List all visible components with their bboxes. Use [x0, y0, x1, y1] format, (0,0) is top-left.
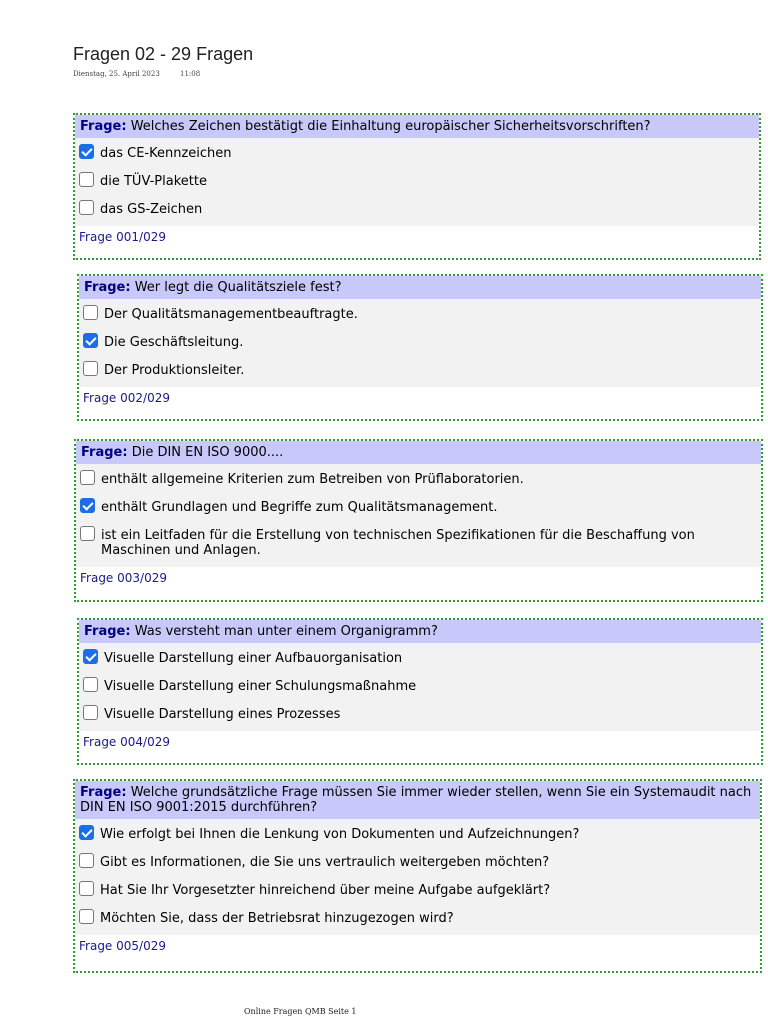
question-counter: Frage 002/029	[83, 391, 170, 405]
question-counter: Frage 001/029	[79, 230, 166, 244]
question-header	[79, 276, 761, 299]
question-counter: Frage 004/029	[83, 735, 170, 749]
checkbox[interactable]	[79, 172, 94, 187]
option[interactable]	[75, 849, 760, 877]
question-header	[79, 620, 761, 643]
question-text: Die DIN EN ISO 9000....	[131, 445, 284, 460]
question-label: Frage :	[81, 445, 128, 460]
option-label: Der Produktionsleiter.	[104, 363, 245, 378]
checkbox-checked[interactable]	[83, 333, 98, 348]
option-label: Möchten Sie, dass der Betriebsrat hinzugezogen wird?	[100, 911, 454, 926]
option[interactable]	[75, 877, 760, 905]
option[interactable]	[79, 701, 761, 729]
question-label: Frage :	[84, 624, 131, 639]
option[interactable]	[75, 168, 759, 196]
checkbox[interactable]	[80, 470, 95, 485]
question-header	[75, 781, 760, 819]
question-counter: Frage 003/029	[80, 571, 167, 585]
question-text: Was versteht man unter einem Organigramm?	[134, 624, 438, 639]
question-header	[76, 441, 761, 464]
page-title: Fragen 02 - 29 Fragen	[73, 44, 254, 64]
option-label: das CE-Kennzeichen	[100, 146, 232, 161]
option-label: Gibt es Informationen, die Sie uns vertraulich weitergeben möchten?	[100, 855, 550, 870]
question-label: Frage :	[80, 119, 127, 134]
option-label: ist ein Leitfaden für die Erstellung von technischen Spezifikationen für die Beschaffung von Maschinen und Anlagen.	[101, 528, 695, 558]
checkbox[interactable]	[79, 881, 94, 896]
option[interactable]	[79, 329, 761, 357]
option[interactable]	[75, 140, 759, 168]
option[interactable]	[75, 905, 760, 933]
option[interactable]	[79, 645, 761, 673]
question-card-3	[74, 439, 763, 602]
page-meta	[73, 70, 200, 78]
option[interactable]	[76, 466, 761, 494]
question-card-4	[77, 618, 763, 765]
checkbox-checked[interactable]	[80, 498, 95, 513]
option-label: die TÜV-Plakette	[100, 174, 207, 189]
option-label: enthält allgemeine Kriterien zum Betreiben von Prüflaboratorien.	[101, 472, 524, 487]
page-date: Dienstag, 25. April 2023	[73, 70, 160, 78]
option-label: enthält Grundlagen und Begriffe zum Qualitätsmanagement.	[101, 500, 498, 515]
question-text: Wer legt die Qualitätsziele fest?	[134, 280, 342, 295]
option-label: Visuelle Darstellung eines Prozesses	[104, 707, 341, 722]
option-label: Die Geschäftsleitung.	[104, 335, 244, 350]
page-time: 11:08	[180, 70, 201, 78]
options-list	[75, 819, 760, 935]
options-list	[79, 299, 761, 387]
option[interactable]	[76, 494, 761, 522]
checkbox[interactable]	[79, 853, 94, 868]
checkbox-checked[interactable]	[83, 649, 98, 664]
question-text: Welches Zeichen bestätigt die Einhaltung europäischer Sicherheitsvorschriften?	[130, 119, 651, 134]
checkbox[interactable]	[79, 200, 94, 215]
option-label: Der Qualitätsmanagementbeauftragte.	[104, 307, 358, 322]
options-list	[76, 464, 761, 567]
question-card-2	[77, 274, 763, 421]
question-label: Frage :	[80, 785, 127, 800]
option-label: das GS-Zeichen	[100, 202, 203, 217]
option[interactable]	[79, 673, 761, 701]
options-list	[79, 643, 761, 731]
option[interactable]	[76, 522, 761, 565]
option[interactable]	[75, 196, 759, 224]
checkbox[interactable]	[80, 526, 95, 541]
question-header	[75, 115, 759, 138]
option-label: Hat Sie Ihr Vorgesetzter hinreichend über meine Aufgabe aufgeklärt?	[100, 883, 551, 898]
options-list	[75, 138, 759, 226]
option[interactable]	[79, 357, 761, 385]
checkbox[interactable]	[83, 677, 98, 692]
option-label: Visuelle Darstellung einer Schulungsmaßnahme	[104, 679, 417, 694]
question-text: Welche grundsätzliche Frage müssen Sie immer wieder stellen, wenn Sie ein Systemaudit nach DIN EN ISO 9001:2015 durchführen?	[80, 785, 752, 815]
question-counter: Frage 005/029	[79, 939, 166, 953]
option[interactable]	[79, 301, 761, 329]
checkbox-checked[interactable]	[79, 144, 94, 159]
option-label: Visuelle Darstellung einer Aufbauorganisation	[104, 651, 403, 666]
page-footer: Online Fragen QMB Seite 1	[244, 1007, 357, 1016]
question-card-1	[73, 113, 761, 260]
checkbox[interactable]	[83, 305, 98, 320]
question-label: Frage :	[84, 280, 131, 295]
checkbox-checked[interactable]	[79, 825, 94, 840]
checkbox[interactable]	[83, 705, 98, 720]
checkbox[interactable]	[83, 361, 98, 376]
option-label: Wie erfolgt bei Ihnen die Lenkung von Dokumenten und Aufzeichnungen?	[100, 827, 580, 842]
checkbox[interactable]	[79, 909, 94, 924]
option[interactable]	[75, 821, 760, 849]
question-card-5	[73, 779, 762, 973]
